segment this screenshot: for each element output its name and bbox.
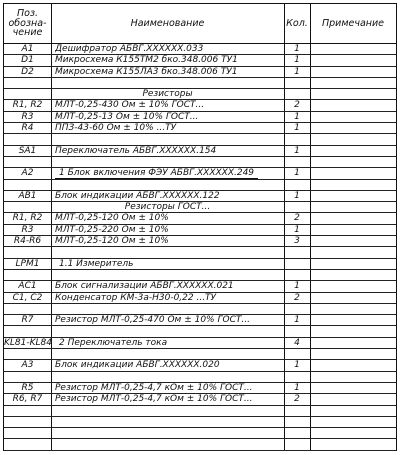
row-quantity: 2 — [294, 213, 300, 224]
row-quantity: 1 — [294, 66, 300, 77]
table-row — [4, 428, 396, 439]
row-position: SA1 — [18, 145, 37, 156]
row-name: Дешифратор АБВГ.XXXXXX.033 — [55, 44, 204, 54]
table-row — [4, 281, 396, 292]
row-position: R6, R7 — [12, 394, 43, 405]
row-position: R3 — [21, 224, 34, 235]
row-name: МЛТ-0,25-120 Ом ± 10% — [55, 236, 169, 247]
row-name: МЛТ-0,25-120 Ом ± 10% — [55, 213, 169, 224]
table-row — [4, 293, 396, 304]
table-body — [4, 44, 396, 450]
row-name — [55, 338, 280, 349]
table-row — [4, 134, 396, 145]
row-position: R4-R6 — [13, 236, 42, 247]
table-row — [4, 112, 396, 123]
table-row — [4, 360, 396, 371]
row-position: D2 — [21, 66, 34, 77]
table-row — [4, 168, 396, 179]
row-quantity: 1 — [294, 123, 300, 134]
table-row — [4, 191, 396, 202]
row-name: Конденсатор КМ-3а-Н30-0,22 ...ТУ — [55, 292, 217, 303]
table-row — [4, 338, 396, 349]
table-row — [4, 213, 396, 224]
table-row — [4, 100, 396, 111]
table-row — [4, 202, 396, 213]
table-row — [4, 225, 396, 236]
row-position: AC1 — [18, 281, 37, 292]
row-position: R5 — [21, 382, 34, 393]
table-row — [4, 326, 396, 337]
row-name: Резисторы — [142, 89, 193, 100]
row-position: R1, R2 — [12, 100, 43, 111]
row-name — [55, 259, 280, 270]
row-position: KL81-KL84 — [4, 337, 52, 348]
row-quantity: 1 — [294, 145, 300, 156]
row-position: D1 — [21, 55, 34, 66]
table-row — [4, 180, 396, 191]
row-name: Блок индикации АБВГ.XXXXXX.122 — [55, 190, 220, 201]
row-quantity: 2 — [294, 292, 300, 303]
header-name: Наименование — [130, 17, 205, 29]
row-name: Блок индикации АБВГ.XXXXXX.020 — [55, 360, 220, 371]
table-row — [4, 349, 396, 360]
table-row — [4, 44, 396, 55]
table-row — [4, 247, 396, 258]
row-quantity: 2 — [294, 394, 300, 405]
header-position — [4, 4, 51, 43]
row-name: ППЗ-43-60 Ом ± 10% ...ТУ — [55, 123, 177, 134]
row-quantity: 1 — [294, 111, 300, 122]
row-quantity: 1 — [294, 168, 300, 179]
table-row — [4, 78, 396, 89]
row-position: A2 — [21, 168, 34, 179]
row-name: Микросхема К155ЛА3 бко.348.006 ТУ1 — [55, 66, 238, 77]
table-row — [4, 123, 396, 134]
row-quantity: 1 — [294, 281, 300, 292]
header-position-line1: Поз. — [16, 8, 39, 20]
row-quantity: 4 — [294, 337, 300, 348]
row-quantity: 1 — [294, 224, 300, 235]
row-quantity: 3 — [294, 236, 300, 247]
row-name-text: 1.1 Измеритель — [55, 259, 137, 270]
table-row — [4, 417, 396, 428]
row-name: Блок сигнализации АБВГ.XXXXXX.021 — [55, 281, 234, 292]
table-row — [4, 315, 396, 326]
row-position: LPM1 — [15, 258, 40, 269]
specification-table — [3, 3, 397, 451]
row-name: МЛТ-0,25-220 Ом ± 10% — [55, 224, 169, 235]
table-row — [4, 304, 396, 315]
row-quantity: 1 — [294, 315, 300, 326]
header-position-line2: обозна- — [8, 17, 47, 29]
row-position: R3 — [21, 111, 34, 122]
row-position: C1, C2 — [12, 292, 43, 303]
row-name: МЛТ-0,25-430 Ом ± 10% ГОСТ... — [55, 100, 205, 111]
row-name: МЛТ-0,25-13 Ом ± 10% ГОСТ... — [55, 111, 199, 122]
table-row — [4, 270, 396, 281]
row-name: Резисторы ГОСТ... — [124, 202, 211, 213]
table-row — [4, 259, 396, 270]
row-position: R1, R2 — [12, 213, 43, 224]
row-quantity: 1 — [294, 55, 300, 66]
table-row — [4, 439, 396, 450]
row-quantity: 1 — [294, 382, 300, 393]
row-name: Резистор МЛТ-0,25-470 Ом ± 10% ГОСТ... — [55, 315, 250, 326]
row-quantity: 1 — [294, 360, 300, 371]
header-position-line3: чение — [12, 27, 43, 39]
row-quantity: 1 — [294, 190, 300, 201]
row-name: Переключатель АБВГ.XXXXXX.154 — [55, 145, 217, 156]
row-position: A3 — [21, 360, 34, 371]
table-row — [4, 236, 396, 247]
row-position: R7 — [21, 315, 34, 326]
table-row — [4, 146, 396, 157]
table-row — [4, 55, 396, 66]
table-row — [4, 372, 396, 383]
table-row — [4, 67, 396, 78]
row-name: Резистор МЛТ-0,25-4,7 кОм ± 10% ГОСТ... — [55, 394, 253, 405]
table-row — [4, 383, 396, 394]
row-position: A1 — [21, 44, 34, 54]
row-position: R4 — [21, 123, 34, 134]
header-note: Примечание — [321, 17, 385, 29]
row-name: Резистор МЛТ-0,25-4,7 кОм ± 10% ГОСТ... — [55, 382, 253, 393]
table-row — [4, 89, 396, 100]
row-name-text: 2 Переключатель тока — [55, 338, 171, 349]
row-name: Микросхема К155ТМ2 бко.348.006 ТУ1 — [55, 55, 238, 66]
table-row — [4, 157, 396, 168]
table-row — [4, 394, 396, 405]
row-quantity: 2 — [294, 100, 300, 111]
row-name-text: 1 Блок включения ФЭУ АБВГ.XXXXXX.249 — [55, 168, 258, 179]
row-quantity: 1 — [294, 44, 300, 54]
header-qty: Кол. — [286, 17, 308, 29]
table-row — [4, 406, 396, 417]
row-position: AB1 — [18, 190, 37, 201]
row-name — [55, 168, 280, 179]
